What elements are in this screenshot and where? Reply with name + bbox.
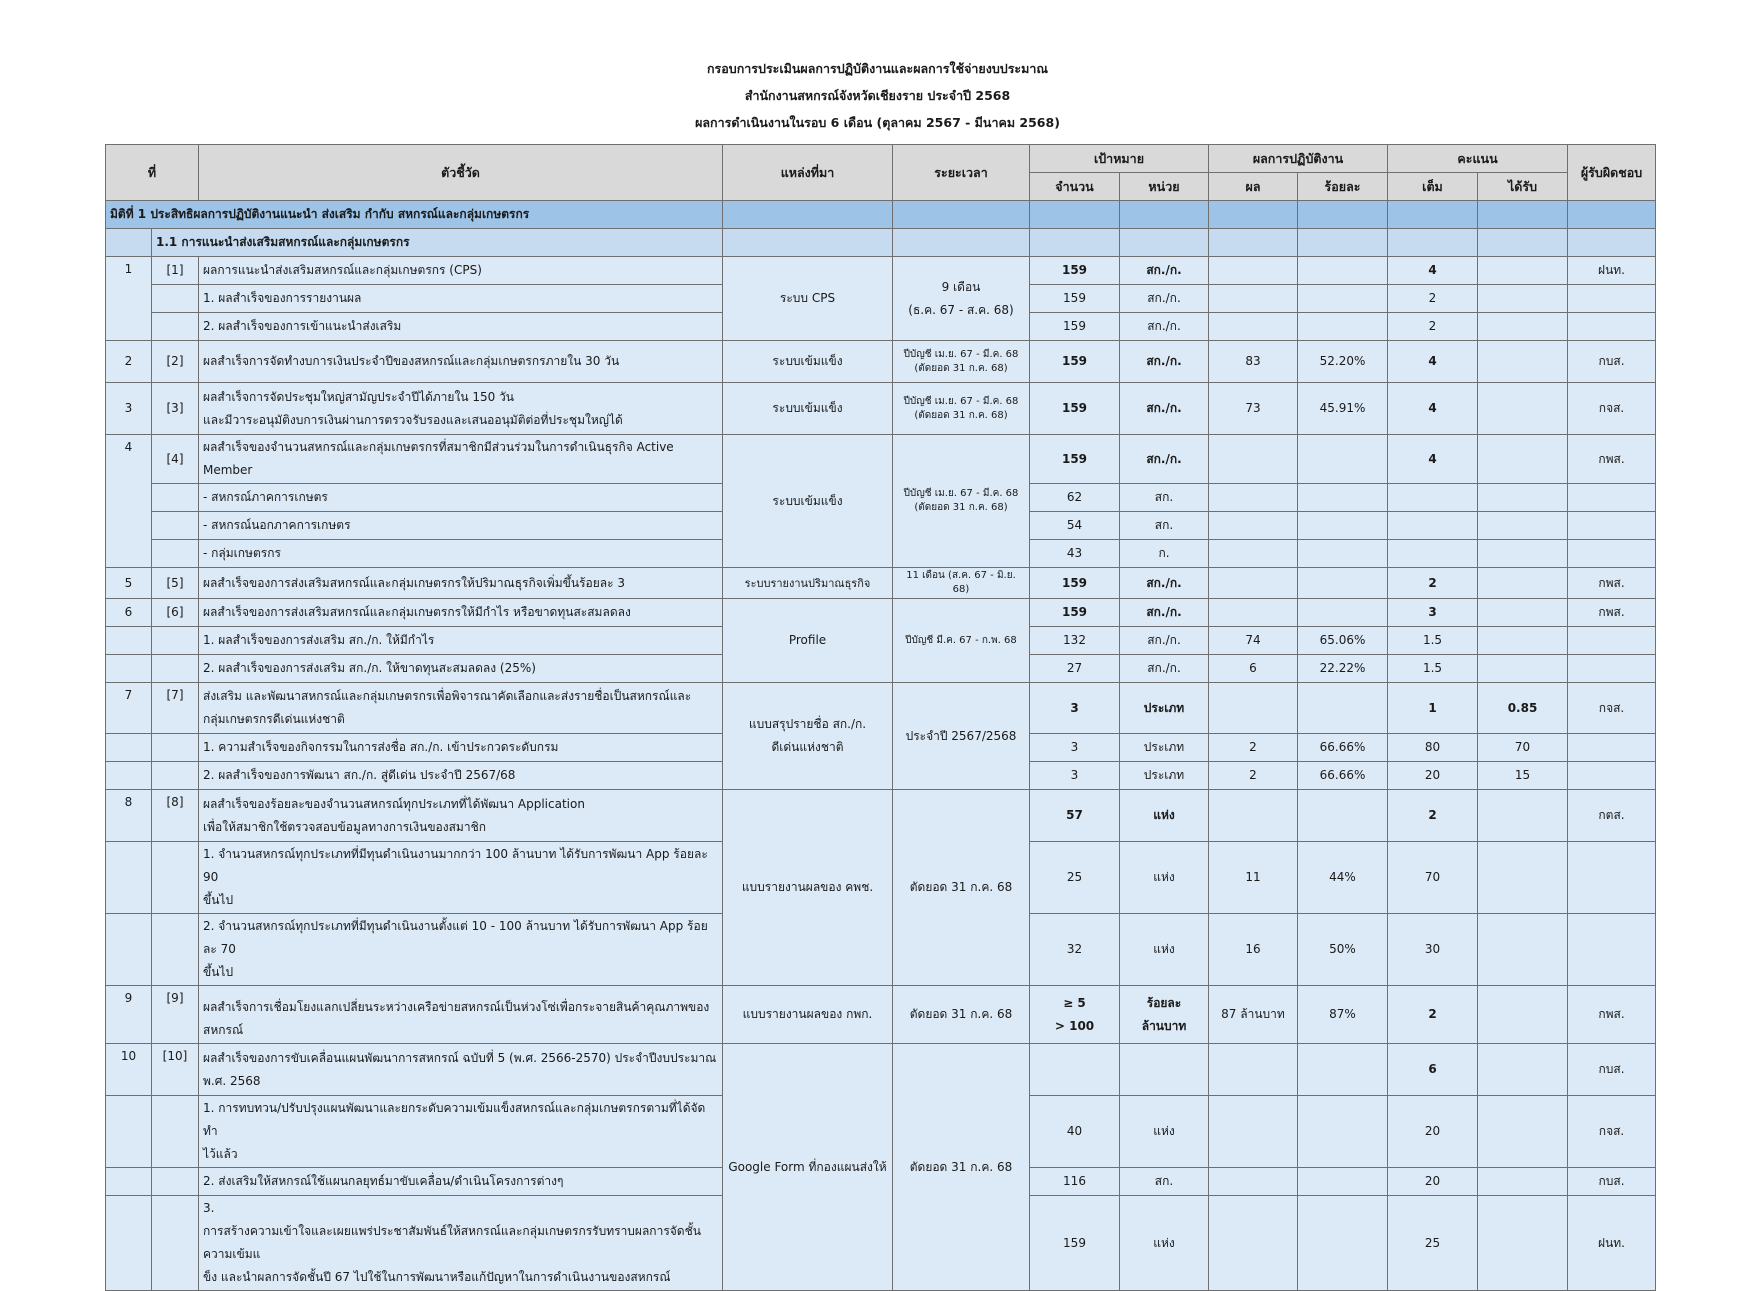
- source-cell: ระบบรายงานปริมาณธุรกิจ: [723, 568, 893, 599]
- row-number: 7: [106, 683, 152, 734]
- result-value: 2: [1209, 762, 1298, 790]
- score-full: 6: [1388, 1044, 1478, 1096]
- row-index: [4]: [152, 435, 199, 484]
- target-unit: สก.: [1120, 1168, 1209, 1196]
- owner-cell: กจส.: [1568, 1096, 1656, 1168]
- period-cell: 11 เดือน (ส.ค. 67 - มิ.ย. 68): [893, 568, 1030, 599]
- score-full: 2: [1388, 285, 1478, 313]
- score-received: 70: [1478, 734, 1568, 762]
- score-full: 1.5: [1388, 627, 1478, 655]
- target-qty: 32: [1030, 914, 1120, 986]
- owner-cell: กตส.: [1568, 790, 1656, 842]
- source-cell: ระบบ CPS: [723, 257, 893, 341]
- source-cell: Profile: [723, 599, 893, 683]
- target-qty: 40: [1030, 1096, 1120, 1168]
- indicator-text: ผลสำเร็จของร้อยละของจำนวนสหกรณ์ทุกประเภทที่ได้พัฒนา Application เพื่อให้สมาชิกใช้ตรวจสอบข้อมูลทางการเงินของสมาชิก: [199, 790, 723, 842]
- document-titles: [0, 60, 1755, 141]
- row-number: 4: [106, 435, 152, 568]
- result-value: 87 ล้านบาท: [1209, 986, 1298, 1044]
- result-value: 16: [1209, 914, 1298, 986]
- score-full: 70: [1388, 842, 1478, 914]
- row-index: [7]: [152, 683, 199, 734]
- header-owner: ผู้รับผิดชอบ: [1568, 145, 1656, 201]
- result-value: 83: [1209, 341, 1298, 383]
- score-full: 1: [1388, 683, 1478, 734]
- indicator-text: 2. ผลสำเร็จของการส่งเสริม สก./ก. ให้ขาดทุนสะสมลดลง (25%): [199, 655, 723, 683]
- score-full: 25: [1388, 1196, 1478, 1291]
- score-full: 80: [1388, 734, 1478, 762]
- target-qty: 116: [1030, 1168, 1120, 1196]
- result-percent: 45.91%: [1298, 383, 1388, 435]
- owner-cell: กพส.: [1568, 599, 1656, 627]
- score-full: 20: [1388, 762, 1478, 790]
- indicator-text: ผลสำเร็จการจัดทำงบการเงินประจำปีของสหกรณ์และกลุ่มเกษตรกรภายใน 30 วัน: [199, 341, 723, 383]
- indicator-text: 2. ส่งเสริมให้สหกรณ์ใช้แผนกลยุทธ์มาขับเคลื่อน/ดำเนินโครงการต่างๆ: [199, 1168, 723, 1196]
- target-unit: สก./ก.: [1120, 257, 1209, 285]
- indicator-text: - กลุ่มเกษตรกร: [199, 540, 723, 568]
- indicator-text: ผลสำเร็จของการขับเคลื่อนแผนพัฒนาการสหกรณ์ ฉบับที่ 5 (พ.ศ. 2566-2570) ประจำปีงบประมาณ พ.ศ. 2568: [199, 1044, 723, 1096]
- target-qty: 159: [1030, 257, 1120, 285]
- target-qty: 159: [1030, 435, 1120, 484]
- report-period: ผลการดำเนินงานในรอบ 6 เดือน (ตุลาคม 2567 - มีนาคม 2568): [695, 115, 1060, 130]
- result-value: 73: [1209, 383, 1298, 435]
- table-row: [106, 568, 1656, 599]
- row-index: [10]: [152, 1044, 199, 1096]
- row-number: 9: [106, 986, 152, 1044]
- header-score-full: เต็ม: [1388, 173, 1478, 201]
- target-unit: สก./ก.: [1120, 655, 1209, 683]
- table-row: [106, 1044, 1656, 1096]
- target-unit: ประเภท: [1120, 762, 1209, 790]
- target-qty: 3: [1030, 683, 1120, 734]
- source-cell: แบบสรุปรายชื่อ สก./ก. ดีเด่นแห่งชาติ: [723, 683, 893, 790]
- target-qty: 159: [1030, 383, 1120, 435]
- row-number: 3: [106, 383, 152, 435]
- source-cell: ระบบเข้มแข็ง: [723, 435, 893, 568]
- period-cell: ตัดยอด 31 ก.ค. 68: [893, 790, 1030, 986]
- header-target: เป้าหมาย: [1030, 145, 1209, 173]
- indicator-text: 1. จำนวนสหกรณ์ทุกประเภทที่มีทุนดำเนินงานมากกว่า 100 ล้านบาท ได้รับการพัฒนา App ร้อยละ 90 ขึ้นไป: [199, 842, 723, 914]
- result-percent: 52.20%: [1298, 341, 1388, 383]
- result-percent: 66.66%: [1298, 734, 1388, 762]
- target-qty: 159: [1030, 285, 1120, 313]
- target-qty: 27: [1030, 655, 1120, 683]
- period-cell: ปีบัญชี เม.ย. 67 - มี.ค. 68 (ตัดยอด 31 ก.ค. 68): [893, 341, 1030, 383]
- result-value: 74: [1209, 627, 1298, 655]
- indicator-text: - สหกรณ์นอกภาคการเกษตร: [199, 512, 723, 540]
- score-full: 4: [1388, 383, 1478, 435]
- target-qty: 132: [1030, 627, 1120, 655]
- score-received: 15: [1478, 762, 1568, 790]
- target-unit: สก./ก.: [1120, 568, 1209, 599]
- indicator-text: 1. การทบทวน/ปรับปรุงแผนพัฒนาและยกระดับความเข้มแข็งสหกรณ์และกลุ่มเกษตรกรตามที่ได้จัดทำ ไว้แล้ว: [199, 1096, 723, 1168]
- header-no: ที่: [106, 145, 199, 201]
- target-unit: ก.: [1120, 540, 1209, 568]
- target-unit: แห่ง: [1120, 842, 1209, 914]
- target-unit: แห่ง: [1120, 790, 1209, 842]
- table-row: [106, 435, 1656, 484]
- indicator-text: ผลสำเร็จการจัดประชุมใหญ่สามัญประจำปีได้ภายใน 150 วัน และมีวาระอนุมัติงบการเงินผ่านการตรวจรับรองและเสนออนุมัติต่อที่ประชุมใหญ่ได้: [199, 383, 723, 435]
- row-index: [8]: [152, 790, 199, 842]
- row-index: [5]: [152, 568, 199, 599]
- indicator-text: 2. จำนวนสหกรณ์ทุกประเภทที่มีทุนดำเนินงานตั้งแต่ 10 - 100 ล้านบาท ได้รับการพัฒนา App ร้อยละ 70 ขึ้นไป: [199, 914, 723, 986]
- target-unit: ประเภท: [1120, 683, 1209, 734]
- source-cell: แบบรายงานผลของ กพก.: [723, 986, 893, 1044]
- table-row: [106, 683, 1656, 734]
- result-percent: 44%: [1298, 842, 1388, 914]
- score-full: 4: [1388, 341, 1478, 383]
- period-cell: ตัดยอด 31 ก.ค. 68: [893, 986, 1030, 1044]
- indicator-text: 3. การสร้างความเข้าใจและเผยแพร่ประชาสัมพันธ์ให้สหกรณ์และกลุ่มเกษตรกรรับทราบผลการจัดชั้นความเข้มแ ข็ง และนำผลการจัดชั้นปี 67 ไปใช้ในการพัฒนาหรือแก้ปัญหาในการดำเนินงานของสหกรณ์: [199, 1196, 723, 1291]
- table-row: [106, 383, 1656, 435]
- indicator-text: ส่งเสริม และพัฒนาสหกรณ์และกลุ่มเกษตรกรเพื่อพิจารณาคัดเลือกและส่งรายชื่อเป็นสหกรณ์และ กลุ่มเกษตรกรดีเด่นแห่งชาติ: [199, 683, 723, 734]
- owner-cell: ฝนท.: [1568, 1196, 1656, 1291]
- target-unit: สก.: [1120, 512, 1209, 540]
- section-row: [106, 229, 1656, 257]
- source-cell: แบบรายงานผลของ คพช.: [723, 790, 893, 986]
- result-value: 6: [1209, 655, 1298, 683]
- dimension-title: มิติที่ 1 ประสิทธิผลการปฏิบัติงานแนะนำ ส่งเสริม กำกับ สหกรณ์และกลุ่มเกษตรกร: [106, 201, 723, 229]
- header-source: แหล่งที่มา: [723, 145, 893, 201]
- table-row: [106, 790, 1656, 842]
- target-qty: 159: [1030, 341, 1120, 383]
- score-full: 20: [1388, 1096, 1478, 1168]
- owner-cell: กพส.: [1568, 568, 1656, 599]
- header-score: คะแนน: [1388, 145, 1568, 173]
- section-title: 1.1 การแนะนำส่งเสริมสหกรณ์และกลุ่มเกษตรกร: [152, 229, 723, 257]
- score-full: 2: [1388, 313, 1478, 341]
- owner-cell: กจส.: [1568, 683, 1656, 734]
- target-qty: 3: [1030, 762, 1120, 790]
- row-number: 8: [106, 790, 152, 842]
- target-qty: ≥ 5 > 100: [1030, 986, 1120, 1044]
- table-row: [106, 257, 1656, 285]
- target-qty: 3: [1030, 734, 1120, 762]
- score-full: 30: [1388, 914, 1478, 986]
- result-value: 11: [1209, 842, 1298, 914]
- result-percent: 66.66%: [1298, 762, 1388, 790]
- target-qty: 57: [1030, 790, 1120, 842]
- indicator-text: 1. ผลสำเร็จของการส่งเสริม สก./ก. ให้มีกำไร: [199, 627, 723, 655]
- report-title: กรอบการประเมินผลการปฏิบัติงานและผลการใช้จ่ายงบประมาณ: [706, 61, 1048, 76]
- target-unit: สก./ก.: [1120, 285, 1209, 313]
- result-percent: 87%: [1298, 986, 1388, 1044]
- indicator-text: 2. ผลสำเร็จของการเข้าแนะนำส่งเสริม: [199, 313, 723, 341]
- indicator-text: 1. ความสำเร็จของกิจกรรมในการส่งชื่อ สก./ก. เข้าประกวดระดับกรม: [199, 734, 723, 762]
- row-number: 2: [106, 341, 152, 383]
- target-qty: 159: [1030, 599, 1120, 627]
- table-row: [106, 986, 1656, 1044]
- evaluation-table: [105, 144, 1656, 1291]
- row-index: [1]: [152, 257, 199, 285]
- row-index: [6]: [152, 599, 199, 627]
- source-cell: ระบบเข้มแข็ง: [723, 383, 893, 435]
- source-cell: ระบบเข้มแข็ง: [723, 341, 893, 383]
- target-qty: 159: [1030, 568, 1120, 599]
- score-full: 1.5: [1388, 655, 1478, 683]
- target-qty: 54: [1030, 512, 1120, 540]
- target-unit: สก./ก.: [1120, 435, 1209, 484]
- target-qty: 43: [1030, 540, 1120, 568]
- row-number: 5: [106, 568, 152, 599]
- indicator-text: ผลสำเร็จของการส่งเสริมสหกรณ์และกลุ่มเกษตรกรให้ปริมาณธุรกิจเพิ่มขึ้นร้อยละ 3: [199, 568, 723, 599]
- period-cell: 9 เดือน (ธ.ค. 67 - ส.ค. 68): [893, 257, 1030, 341]
- result-percent: 50%: [1298, 914, 1388, 986]
- indicator-text: ผลสำเร็จของจำนวนสหกรณ์และกลุ่มเกษตรกรที่สมาชิกมีส่วนร่วมในการดำเนินธุรกิจ Active Member: [199, 435, 723, 484]
- period-cell: ประจำปี 2567/2568: [893, 683, 1030, 790]
- target-unit: ร้อยละ ล้านบาท: [1120, 986, 1209, 1044]
- score-full: 4: [1388, 257, 1478, 285]
- target-unit: สก./ก.: [1120, 627, 1209, 655]
- indicator-text: ผลสำเร็จของการส่งเสริมสหกรณ์และกลุ่มเกษตรกรให้มีกำไร หรือขาดทุนสะสมลดลง: [199, 599, 723, 627]
- table-row: [106, 341, 1656, 383]
- owner-cell: กบส.: [1568, 1168, 1656, 1196]
- header-period: ระยะเวลา: [893, 145, 1030, 201]
- header-target-unit: หน่วย: [1120, 173, 1209, 201]
- header-result-percent: ร้อยละ: [1298, 173, 1388, 201]
- header-score-received: ได้รับ: [1478, 173, 1568, 201]
- owner-cell: กจส.: [1568, 383, 1656, 435]
- score-full: 2: [1388, 986, 1478, 1044]
- source-cell: Google Form ที่กองแผนส่งให้: [723, 1044, 893, 1291]
- header-result: ผลการปฏิบัติงาน: [1209, 145, 1388, 173]
- score-full: 2: [1388, 568, 1478, 599]
- row-index: [3]: [152, 383, 199, 435]
- target-unit: สก./ก.: [1120, 383, 1209, 435]
- row-index: [2]: [152, 341, 199, 383]
- row-number: 6: [106, 599, 152, 627]
- target-unit: แห่ง: [1120, 914, 1209, 986]
- period-cell: ปีบัญชี เม.ย. 67 - มี.ค. 68 (ตัดยอด 31 ก.ค. 68): [893, 435, 1030, 568]
- owner-cell: กบส.: [1568, 1044, 1656, 1096]
- score-full: 2: [1388, 790, 1478, 842]
- target-qty: 159: [1030, 313, 1120, 341]
- score-full: 4: [1388, 435, 1478, 484]
- header-indicator: ตัวชี้วัด: [199, 145, 723, 201]
- target-qty: 62: [1030, 484, 1120, 512]
- target-unit: สก./ก.: [1120, 341, 1209, 383]
- owner-cell: กพส.: [1568, 435, 1656, 484]
- header-target-qty: จำนวน: [1030, 173, 1120, 201]
- target-qty: 159: [1030, 1196, 1120, 1291]
- row-number: 1: [106, 257, 152, 341]
- dimension-row: [106, 201, 1656, 229]
- target-unit: ประเภท: [1120, 734, 1209, 762]
- report-subtitle: สำนักงานสหกรณ์จังหวัดเชียงราย ประจำปี 2568: [744, 88, 1011, 103]
- indicator-text: - สหกรณ์ภาคการเกษตร: [199, 484, 723, 512]
- target-unit: สก./ก.: [1120, 599, 1209, 627]
- table-row: [106, 599, 1656, 627]
- target-unit: สก.: [1120, 484, 1209, 512]
- period-cell: ปีบัญชี เม.ย. 67 - มี.ค. 68 (ตัดยอด 31 ก.ค. 68): [893, 383, 1030, 435]
- result-value: 2: [1209, 734, 1298, 762]
- indicator-text: 2. ผลสำเร็จของการพัฒนา สก./ก. สู่ดีเด่น ประจำปี 2567/68: [199, 762, 723, 790]
- target-unit: แห่ง: [1120, 1096, 1209, 1168]
- target-qty: 25: [1030, 842, 1120, 914]
- target-unit: สก./ก.: [1120, 313, 1209, 341]
- result-percent: 65.06%: [1298, 627, 1388, 655]
- score-received: 0.85: [1478, 683, 1568, 734]
- result-percent: 22.22%: [1298, 655, 1388, 683]
- indicator-text: 1. ผลสำเร็จของการรายงานผล: [199, 285, 723, 313]
- score-full: 3: [1388, 599, 1478, 627]
- header-result-value: ผล: [1209, 173, 1298, 201]
- period-cell: ปีบัญชี มี.ค. 67 - ก.พ. 68: [893, 599, 1030, 683]
- score-full: 20: [1388, 1168, 1478, 1196]
- owner-cell: ฝนท.: [1568, 257, 1656, 285]
- indicator-text: ผลสำเร็จการเชื่อมโยงแลกเปลี่ยนระหว่างเครือข่ายสหกรณ์เป็นห่วงโซ่เพื่อกระจายสินค้าคุณภาพของสหกรณ์: [199, 986, 723, 1044]
- owner-cell: กพส.: [1568, 986, 1656, 1044]
- owner-cell: กบส.: [1568, 341, 1656, 383]
- period-cell: ตัดยอด 31 ก.ค. 68: [893, 1044, 1030, 1291]
- indicator-text: ผลการแนะนำส่งเสริมสหกรณ์และกลุ่มเกษตรกร (CPS): [199, 257, 723, 285]
- row-index: [9]: [152, 986, 199, 1044]
- row-number: 10: [106, 1044, 152, 1096]
- target-unit: แห่ง: [1120, 1196, 1209, 1291]
